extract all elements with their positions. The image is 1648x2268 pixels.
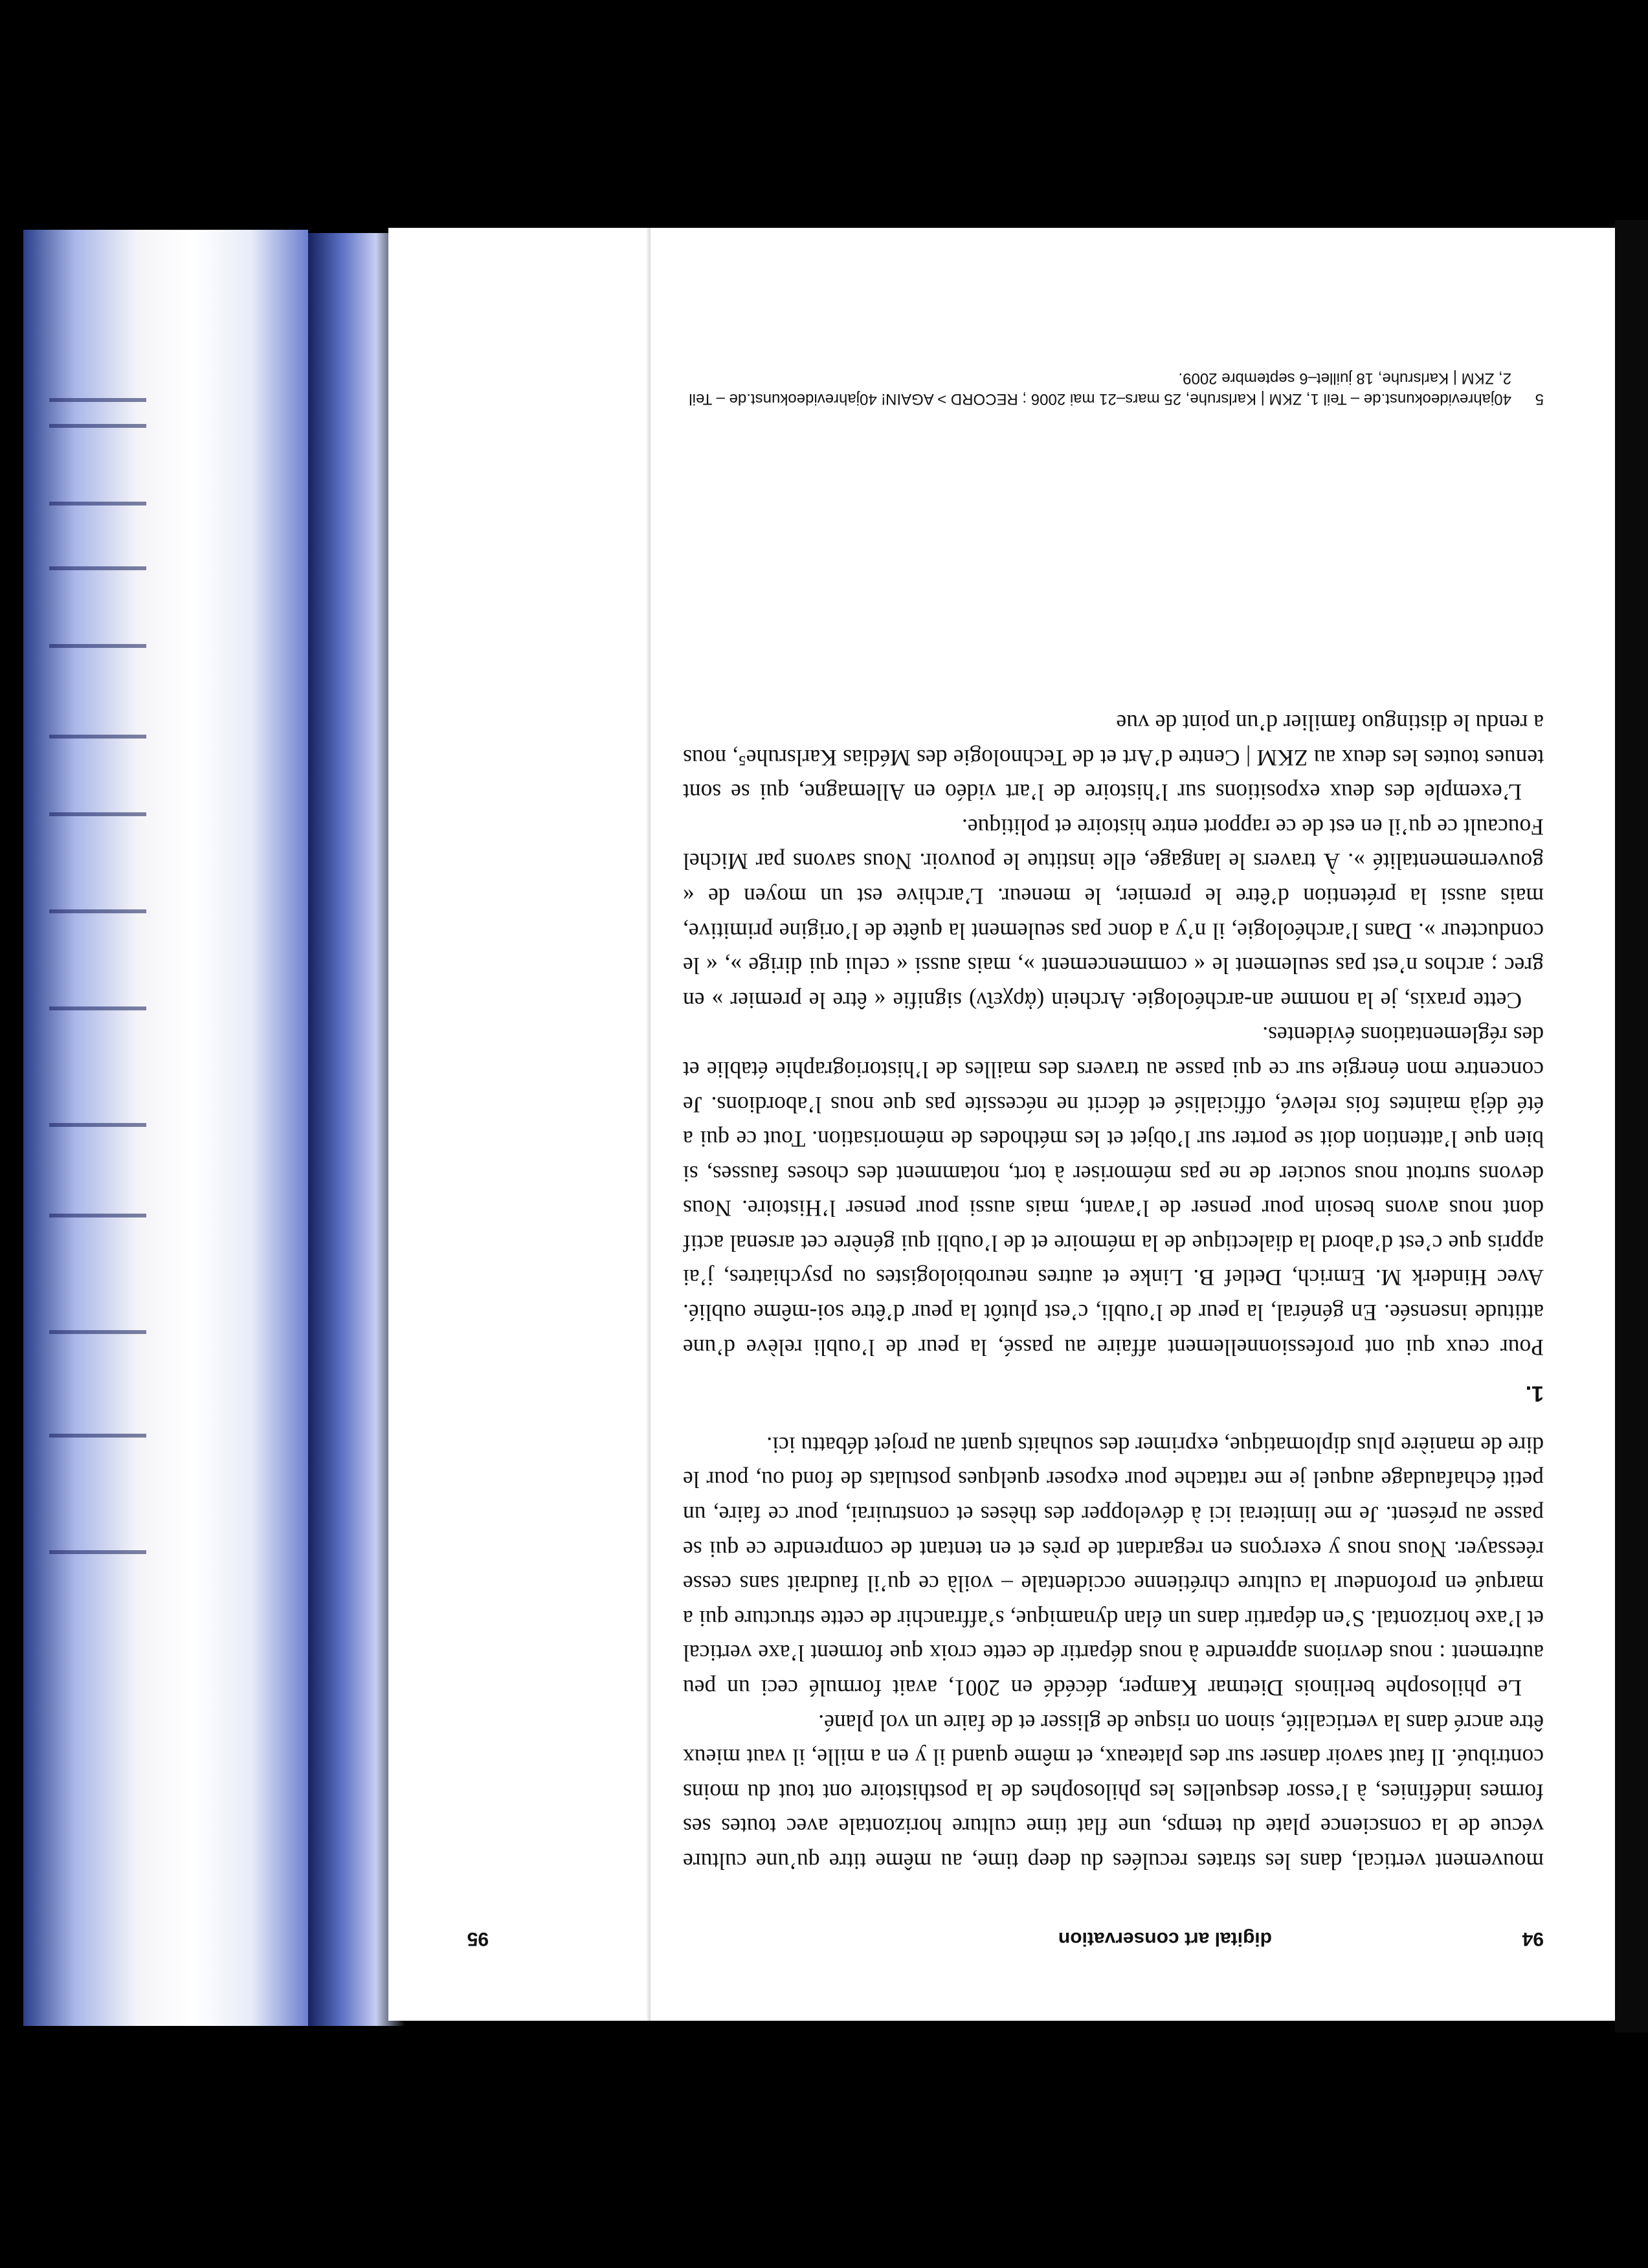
footnote-number: 5 — [1535, 390, 1544, 408]
scanned-page — [388, 228, 1615, 2021]
section-number: 1. — [1525, 1381, 1544, 1406]
paragraph: mouvement vertical, dans les strates reculées du deep time, au même titre qu’une culture vécue de la conscience plate du temps, une flat time culture horizontale avec toutes ses formes indéfinies, à l’essor desquelles les philosophes de la posthistoire ont tout du moins contribué. Il faut savoir danser sur des plateaux, et même quand il y en a mille, il vaut mieux être ancré dans la verticalité, sinon on risque de glisser et de faire un vol plané. — [683, 1709, 1544, 1874]
running-header — [683, 1924, 1544, 1950]
text-streak — [49, 644, 146, 648]
text-streak — [49, 1330, 146, 1334]
running-title: digital art conservation — [1058, 1928, 1272, 1950]
text-streak — [49, 424, 146, 428]
paragraph: Le philosophe berlinois Dietmar Kamper, décédé en 2001, avait formulé ceci un peu autrement : nous devrions apprendre à nous départir de cette croix que forment l’axe vertical et l’axe horizontal. S’en départir dans un élan dynamique, s’affranchir de cette structure qui a marqué en profondeur la culture chrétienne occidentale – voilà ce qu’il faudrait sans cesse réessayer. Nous nous y exerçons en regardant de près et en tentant de comprendre ce qui se passe au présent. Je me limiterai ici à développer des thèses et construirai, pour ce faire, un petit échafaudage auquel je me rattache pour exposer quelques postulats de fond ou, pour le dire de manière plus diplomatique, exprimer des souhaits quant au projet débattu ici. — [683, 1432, 1544, 1702]
text-streak — [49, 1123, 146, 1127]
scanner-edge — [1615, 220, 1648, 2032]
page-number-right: 95 — [467, 1928, 489, 1950]
paragraph: L’exemple des deux expositions sur l’histoire de l’art vidéo en Allemagne, qui se sont tenues toutes les deux au ZKM | Centre d’Art et de Technologie des Médias Karlsruhe⁵, nous a rendu le distinguo familier d’un point de vue — [683, 710, 1544, 806]
paragraph: Cette praxis, je la nomme an-archéologie. Archein (ἀρχεῖν) signifie « être le premier » en grec ; archos n’est pas seulement le « commencement », mais aussi « celui qui dirige », « le conducteur ». Dans l’archéologie, il n’y a donc pas seulement la quête de l’origine primitive, mais aussi la prétention d’être le premier, le meneur. L’archive est un moyen de « gouvernementalité ». À travers le langage, elle institue le pouvoir. Nous savons par Michel Foucault ce qu’il en est de ce rapport entre histoire et politique. — [683, 814, 1544, 1014]
footnote-text: 40jahrevideokunst.de – Teil 1, ZKM | Karlsruhe, 25 mars–21 mai 2006 ; RECORD > AGAIN! 40jahrevideokunst.de – Teil 2, ZKM | Karlsruhe, 18 juillet–6 septembre 2009. — [689, 370, 1511, 408]
paragraph: Pour ceux qui ont professionnellement affaire au passé, la peur de l’oubli relève d’une attitude insensée. En général, la peur de l’oubli, c’est plutôt la peur d’être soi-même oublié. Avec Hinderk M. Emrich, Detlef B. Linke et autres neurobiologistes ou psychiatres, j’ai appris que c’est d’abord la dialectique de la mémoire et de l’oubli qui génère cet arsenal actif dont nous avons besoin pour penser de l’avant, mais aussi pour penser l’Histoire. Nous devons surtout nous soucier de ne pas mémoriser à tort, notamment des choses fausses, si bien que l’attention doit se porter sur l’objet et les méthodes de mémorisation. Tout ce qui a été déjà maintes fois relevé, officialisé et décrit ne nécessite pas que nous l’abordions. Je concentre mon énergie sur ce qui passe au travers des mailles de l’historiographie établie et des réglementations évidentes. — [683, 1022, 1544, 1361]
text-streak — [49, 812, 146, 816]
text-streak — [49, 1434, 146, 1438]
text-streak — [49, 1006, 146, 1010]
text-streak — [49, 398, 146, 402]
text-streak — [49, 1550, 146, 1554]
text-streak — [49, 502, 146, 506]
footnote — [683, 368, 1544, 409]
binding-edge — [647, 228, 651, 2021]
page-number-left: 94 — [1522, 1928, 1544, 1950]
page-content — [683, 293, 1544, 1950]
body-text — [683, 705, 1544, 1878]
text-streak — [49, 735, 146, 739]
adjacent-page-edge — [23, 230, 308, 2026]
text-streak — [49, 566, 146, 570]
text-streak — [49, 909, 146, 913]
text-streak — [49, 1214, 146, 1217]
